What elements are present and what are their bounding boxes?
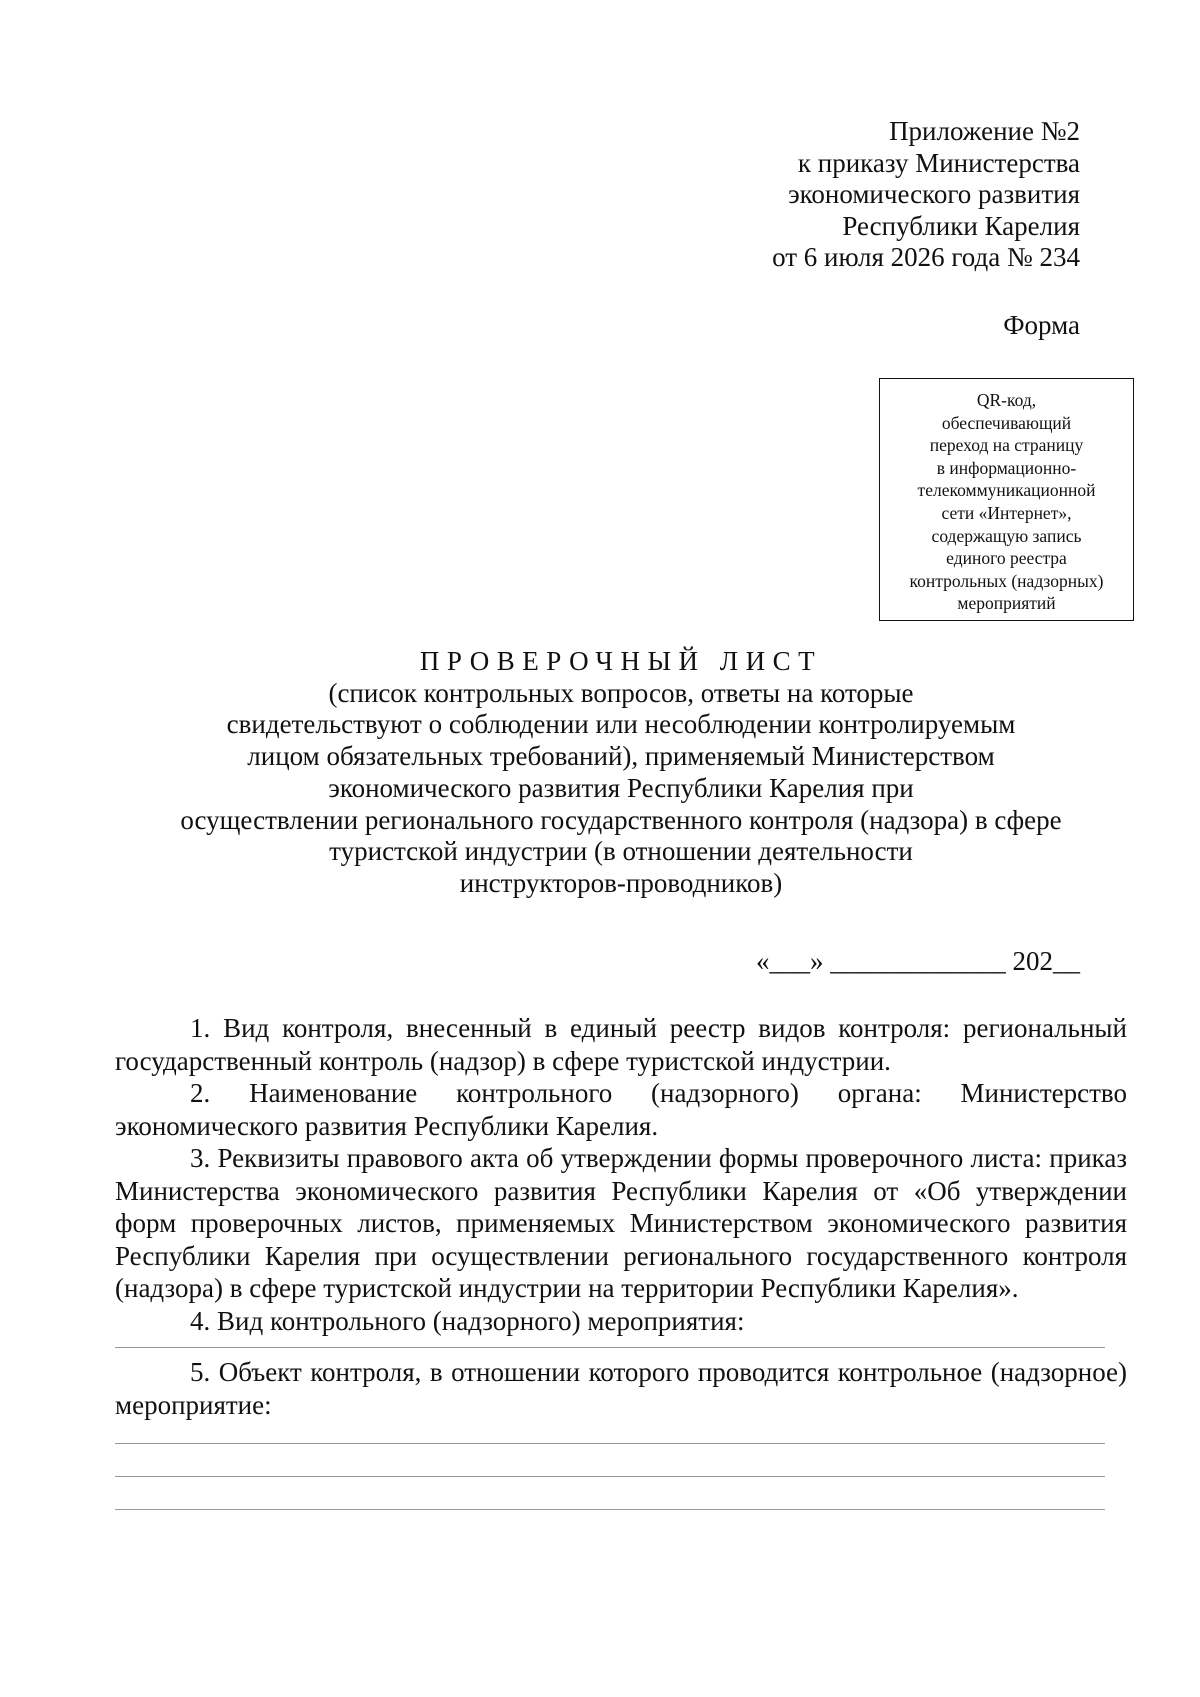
blank-fill-line [115,1347,1105,1348]
appendix-date: от 6 июля 2026 года № 234 [772,242,1080,272]
title-subtitle-line: инструкторов-проводников) [459,867,783,898]
document-body [115,1012,1127,1510]
title-subtitle-line: осуществлении регионального государственного контроля (надзора) в сфере [180,804,1062,835]
item-control-object: 5. Объект контроля, в отношении которого проводится контрольное (надзорное) мероприятие: [115,1357,1127,1420]
blank-fill-line [115,1443,1105,1444]
document-title: ПРОВЕРОЧНЫЙ ЛИСТ [419,646,823,676]
qr-text-line: содержащую запись [931,525,1082,546]
qr-text-line: контрольных (надзорных) [909,570,1104,591]
item-control-authority: 2. Наименование контрольного (надзорного) органа: Министерство экономического развития Республики Карелия. [115,1078,1127,1141]
qr-text-line: мероприятий [957,593,1056,614]
qr-text-line: QR-код, [976,390,1037,410]
blank-fill-line [115,1476,1105,1477]
item-control-type: 1. Вид контроля, внесенный в единый реестр видов контроля: региональный государственный контроль (надзор) в сфере туристской индустрии. [115,1013,1127,1076]
blank-fill-line [115,1509,1105,1510]
appendix-region: Республики Карелия [842,210,1080,241]
qr-text-line: в информационно- [936,457,1077,478]
title-subtitle-line: (список контрольных вопросов, ответы на которые [328,677,914,708]
qr-text-line: телекоммуникационной [917,480,1096,501]
title-subtitle-line: туристской индустрии (в отношении деятельности [329,836,913,867]
qr-text-line: сети «Интернет», [941,502,1072,523]
title-subtitle-line: свидетельствуют о соблюдении или несоблюдении контролируемым [226,709,1016,740]
appendix-ministry: экономического развития [788,179,1080,209]
date-field: «___» _____________ 202__ [756,946,1080,976]
document-title-block [115,646,1127,900]
appendix-order-ref: к приказу Министерства [797,147,1080,178]
item-legal-act: 3. Реквизиты правового акта об утверждении формы проверочного листа: приказ Министерства экономического развития Республики Карелия от «Об утверждении форм проверочных листов, применяемых Министерством экономического развития Республики Карелия при осуществлении регионального государственного контроля (надзора) в сфере туристской индустрии на территории Республики Карелия». [115,1143,1127,1303]
form-label: Форма [1003,310,1080,340]
appendix-header [772,116,1080,274]
qr-text-line: единого реестра [946,548,1067,569]
qr-text-line: обеспечивающий [941,412,1072,433]
qr-code-placeholder [879,378,1134,621]
appendix-number: Приложение №2 [889,116,1080,146]
qr-text-line: переход на страницу [929,435,1084,456]
title-subtitle-line: лицом обязательных требований), применяемый Министерством [247,741,995,772]
item-event-type: 4. Вид контрольного (надзорного) мероприятия: [190,1305,745,1336]
title-subtitle-line: экономического развития Республики Карелия при [328,772,914,803]
